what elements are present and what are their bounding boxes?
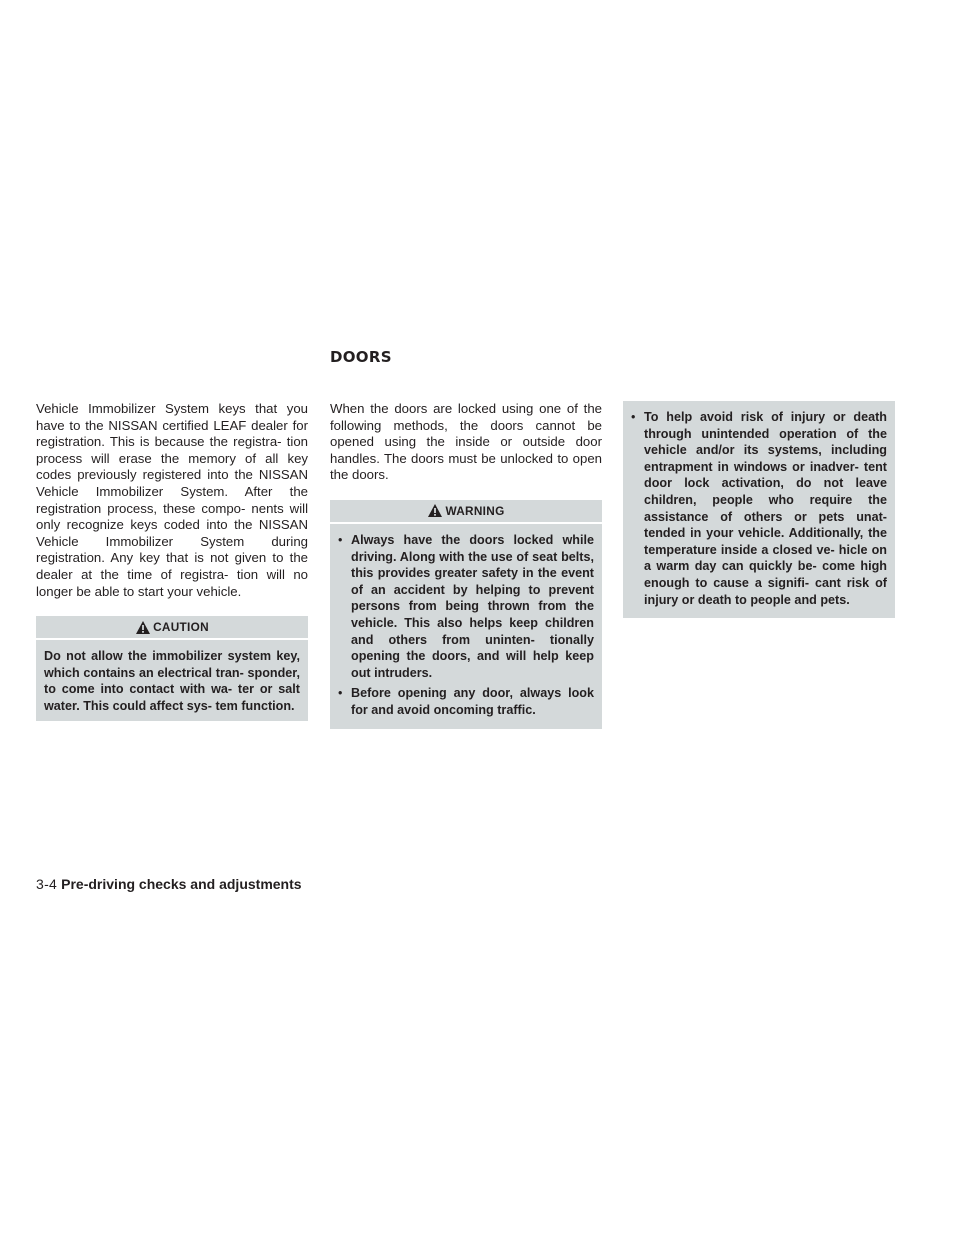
caution-label: CAUTION bbox=[153, 620, 209, 635]
page-footer bbox=[36, 876, 302, 892]
chapter-title: Pre-driving checks and adjustments bbox=[61, 876, 302, 892]
warning-triangle-icon bbox=[427, 503, 443, 518]
caution-box bbox=[36, 616, 308, 720]
warning-item: • Always have the doors locked while driving. Along with the use of seat belts, this provides greater safety in the event of an accident by helping to prevent persons from being thrown from the vehicle. This also helps keep children and others from uninten- tionally opening the doors, and will help keep out intruders. bbox=[338, 532, 594, 681]
warning-triangle-icon bbox=[135, 620, 151, 635]
page-number: 3-4 bbox=[36, 876, 58, 892]
warning-item: • To help avoid risk of injury or death through unintended operation of the vehicle and/or its systems, including entrapment in windows or inadver- tent door lock activation, do not leave children, people who require the assistance of others or pets unat- tended in your vehicle. Additionally, the temperature inside a closed ve- hicle on a warm day can quickly be- come high enough to cause a signifi- cant risk of injury or death to people and pets. bbox=[631, 409, 887, 608]
warning-item: • Before opening any door, always look for and avoid oncoming traffic. bbox=[338, 685, 594, 718]
warning-list bbox=[631, 409, 887, 608]
warning-box-continued bbox=[623, 401, 895, 618]
warning-body bbox=[330, 524, 602, 729]
column-right bbox=[623, 401, 895, 618]
warning-body bbox=[623, 401, 895, 618]
column-middle bbox=[330, 401, 602, 729]
caution-text: Do not allow the immobilizer system key, which contains an electrical tran- sponder, to come into contact with wa- ter or salt water. This could affect sys- tem function. bbox=[44, 649, 300, 713]
body-paragraph: When the doors are locked using one of the following methods, the doors cannot be opened using the inside or outside door handles. The doors must be unlocked to open the doors. bbox=[330, 401, 602, 483]
body-paragraph: Vehicle Immobilizer System keys that you have to the NISSAN certified LEAF dealer for registration. This is because the registra- tion process will erase the memory of all key codes previously registered into the NISSAN Vehicle Immobilizer System. After the registration process, these compo- nents will only recognize keys coded into the NISSAN Vehicle Immobilizer System during registration. Any key that is not given to the dealer at the time of registra- tion will no longer be able to start your vehicle. bbox=[36, 401, 308, 599]
caution-header bbox=[36, 616, 308, 640]
warning-label: WARNING bbox=[445, 503, 505, 518]
warning-box bbox=[330, 500, 602, 729]
section-title: DOORS bbox=[330, 348, 392, 366]
column-left bbox=[36, 401, 308, 721]
warning-list bbox=[338, 532, 594, 719]
warning-header bbox=[330, 500, 602, 524]
